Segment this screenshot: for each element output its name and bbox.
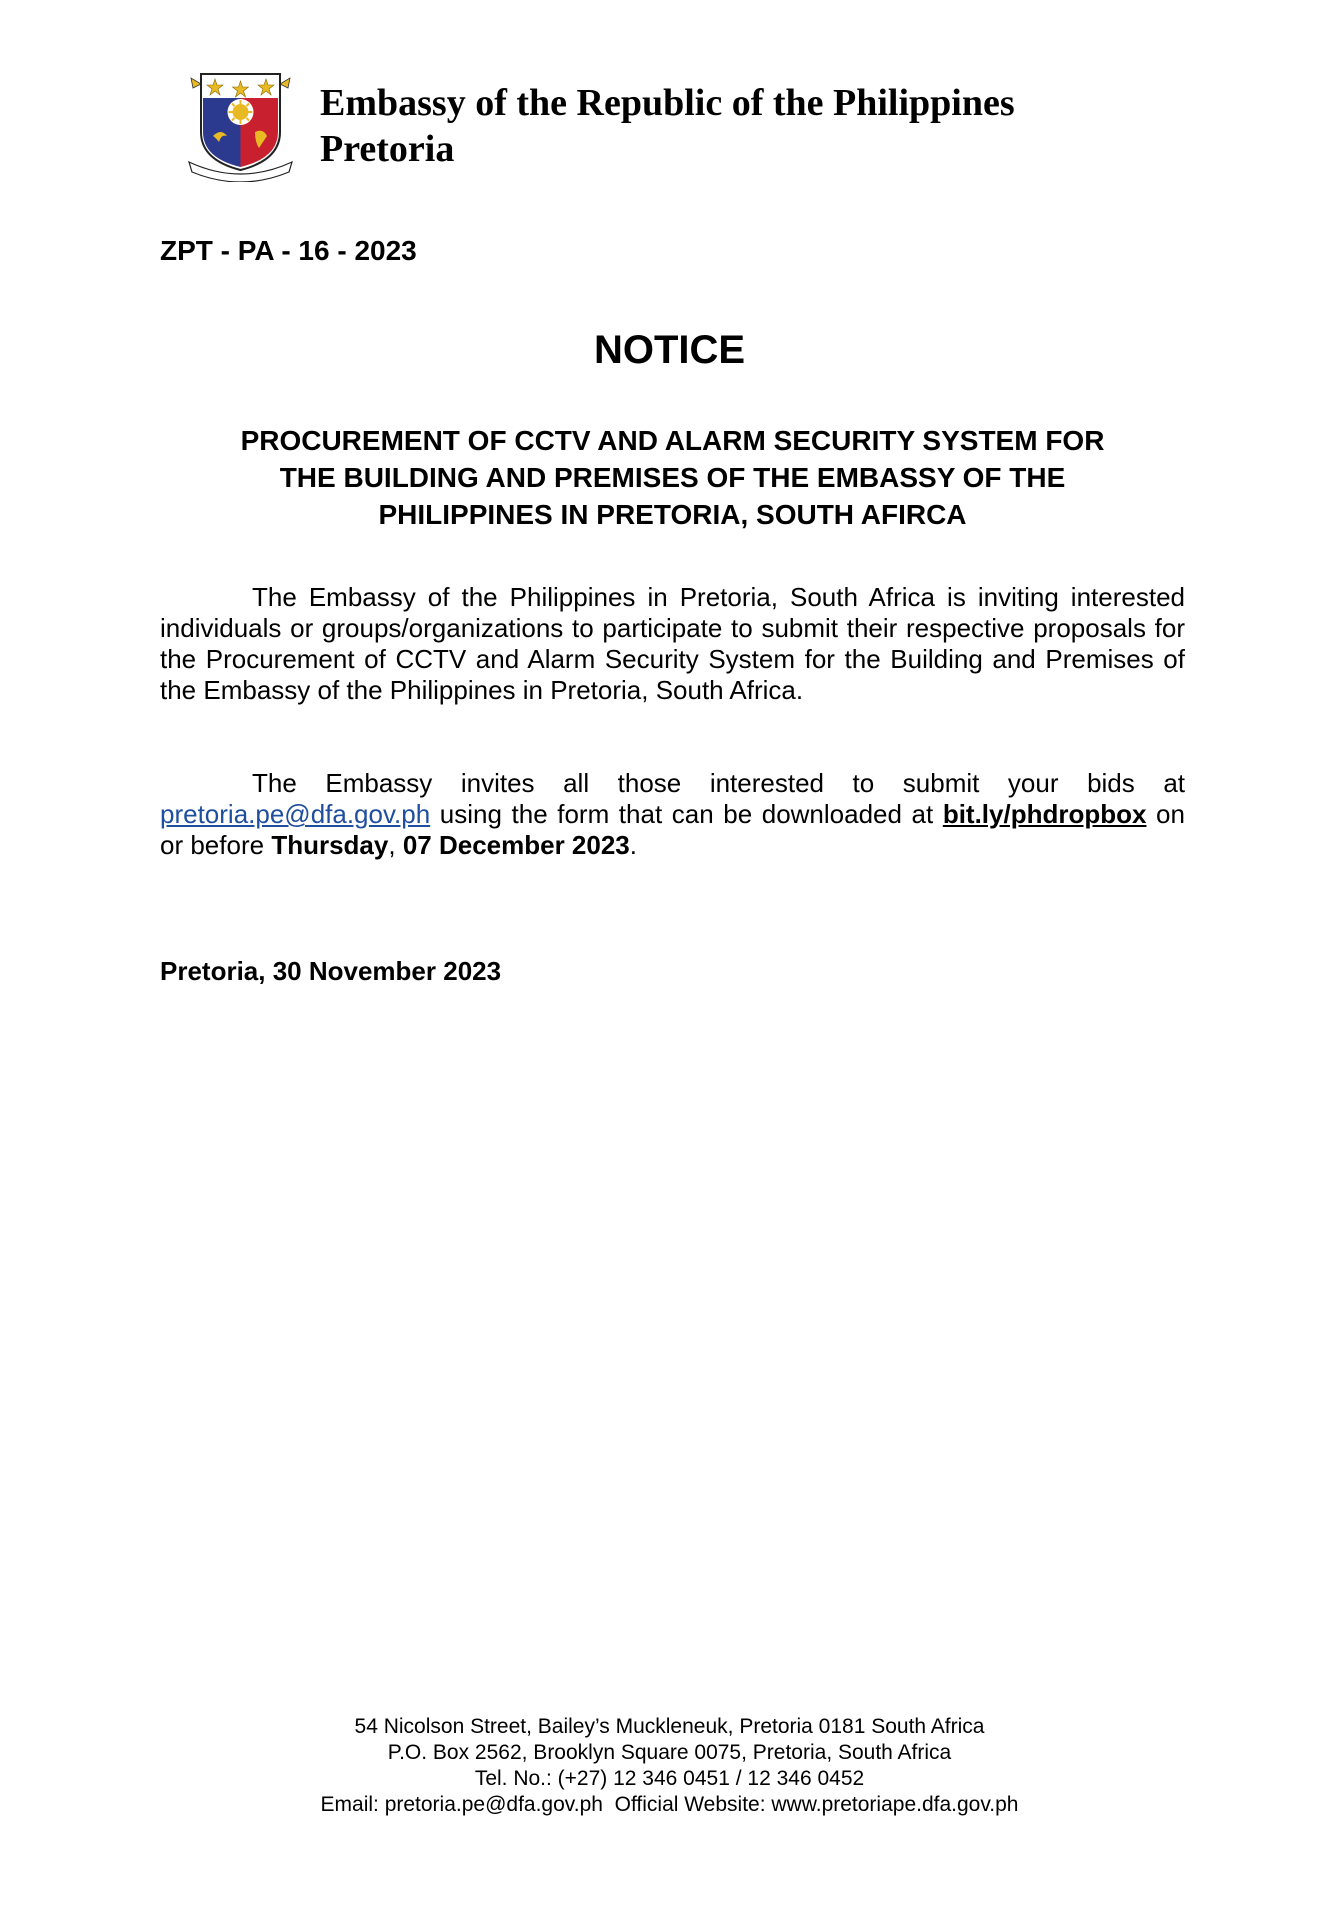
footer-email-website: [0, 1792, 1339, 1818]
email-link[interactable]: pretoria.pe@dfa.gov.ph: [160, 799, 431, 829]
letterhead-city: Pretoria: [320, 128, 455, 170]
footer-po-box: P.O. Box 2562, Brooklyn Square 0075, Pretoria, South Africa: [387, 1741, 952, 1764]
footer-telephone: Tel. No.: (+27) 12 346 0451 / 12 346 0452: [474, 1767, 865, 1790]
footer-contact-info: [0, 1714, 1339, 1818]
dropbox-link[interactable]: bit.ly/phdropbox: [942, 799, 1147, 829]
philippine-coat-of-arms-seal: [183, 62, 298, 182]
letterhead-embassy-name: Embassy of the Republic of the Philippines: [320, 82, 1015, 124]
subject-line-2: THE BUILDING AND PREMISES OF THE EMBASSY OF THE: [279, 462, 1066, 493]
paragraph-1-text: The Embassy of the Philippines in Pretoria, South Africa is inviting interested individuals or groups/organizations to participate to submit their respective proposals for the Procurement of CCTV and Alarm Security System for the Building and Premises of the Embassy of the Philippines in Pretoria, South Africa.: [160, 582, 1185, 705]
place-and-date: Pretoria, 30 November 2023: [160, 956, 502, 986]
subject-line-1: PROCUREMENT OF CCTV AND ALARM SECURITY SYSTEM FOR: [240, 425, 1105, 456]
paragraph-2-deadline-prefix: on or before: [160, 799, 1185, 860]
paragraph-2-period: .: [629, 830, 637, 860]
paragraph-2-middle: using the form that can be downloaded at: [439, 799, 934, 829]
paragraph-2-intro: The Embassy invites all those interested to submit your bids at: [252, 768, 1185, 798]
reference-number: ZPT - PA - 16 - 2023: [160, 235, 417, 266]
body-paragraph-1: [160, 582, 1185, 706]
footer-email: Email: pretoria.pe@dfa.gov.ph: [320, 1793, 603, 1816]
deadline-day: Thursday: [271, 830, 389, 860]
notice-title: NOTICE: [593, 328, 746, 372]
deadline-comma: ,: [388, 830, 396, 860]
body-paragraph-2: [160, 768, 1185, 861]
letterhead: [320, 80, 1015, 172]
footer-address: 54 Nicolson Street, Bailey’s Muckleneuk, Pretoria 0181 South Africa: [354, 1715, 985, 1738]
deadline-date: 07 December 2023: [402, 830, 630, 860]
subject-line-3: PHILIPPINES IN PRETORIA, SOUTH AFIRCA: [378, 499, 967, 530]
notice-subject: [160, 422, 1185, 533]
footer-website: Official Website: www.pretoriape.dfa.gov.ph: [614, 1793, 1019, 1816]
